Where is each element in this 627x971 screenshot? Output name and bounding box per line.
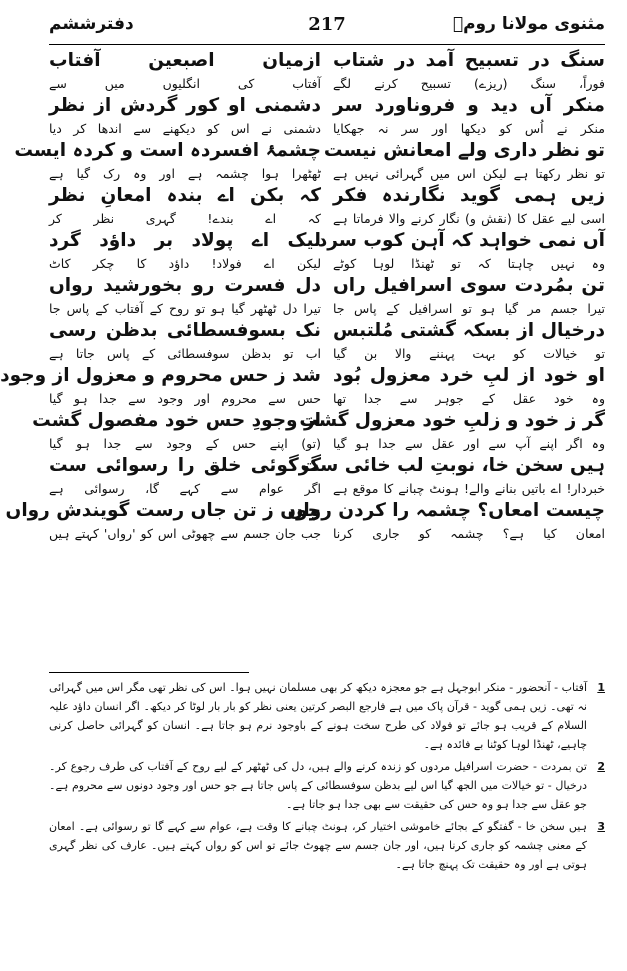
volume-title: دفترششم xyxy=(49,14,134,34)
urdu-translation: اسی لیے عقل کا (نقش و) نگار کرنے والا فرماتا ہے xyxy=(333,211,605,226)
persian-verse: دشمنی او کور گردش از نظر xyxy=(49,95,321,116)
persian-verse: گرگوئی خلق را رسوائی ست xyxy=(49,455,321,476)
page-number: 217 xyxy=(308,14,346,35)
urdu-translation: کہ اے بندے! گہری نظر کر xyxy=(49,211,321,226)
urdu-translation: وہ خود عقل کے جوہر سے جدا تھا xyxy=(333,391,605,406)
footnote xyxy=(49,678,605,754)
persian-verse: درخیال از بسکہ گشتی مُلتبس xyxy=(333,320,605,341)
urdu-translation: تیرا دل ٹھٹھر گیا ہو تو روح کے آفتاب کے پاس جا xyxy=(49,301,321,316)
persian-verse: او خود از لبِ خرد معزول بُود xyxy=(333,365,605,386)
couplet xyxy=(49,48,605,93)
couplet xyxy=(49,183,605,228)
persian-verse: ہیں سخن خا، نوبتِ لب خائی ست xyxy=(300,455,605,476)
left-hemistich xyxy=(49,48,321,93)
urdu-translation: حس سے محروم اور وجود سے جدا ہو گیا xyxy=(49,391,321,406)
persian-verse: چشمۂ افسردہ است و کردہ ایست xyxy=(14,140,321,161)
left-hemistich xyxy=(49,93,321,138)
book-title: مثنوی مولانا رومؒ xyxy=(452,14,605,34)
persian-verse: شد ز حس محروم و معزول از وجود xyxy=(0,365,321,386)
persian-verse: چوں ز تن جاں رست گویندش رواں xyxy=(5,500,321,521)
footnote-number: 1 xyxy=(597,681,605,694)
footnote-rule xyxy=(49,672,249,673)
urdu-translation: تیرا جسم مر گیا ہو تو اسرافیل کے پاس جا xyxy=(333,301,605,316)
couplet xyxy=(0,363,605,408)
footnote xyxy=(49,757,605,814)
footnotes xyxy=(49,678,605,877)
persian-verse: زیں ہمی گوید نگارندہ فکر xyxy=(333,185,605,206)
couplet xyxy=(49,453,605,498)
right-hemistich xyxy=(317,228,605,273)
left-hemistich xyxy=(49,273,321,318)
urdu-translation: منکر نے اُس کو دیکھا اور سر نہ جھکایا xyxy=(333,121,605,136)
persian-verse: چیست امعاں؟ چشمہ را کردن رواں xyxy=(287,500,605,521)
persian-verse: کہ بکن اے بندہ امعانِ نظر xyxy=(49,185,321,206)
left-hemistich xyxy=(49,453,321,498)
urdu-translation: وہ اگر اپنے آپ سے اور عقل سے جدا ہو گیا xyxy=(333,436,605,451)
right-hemistich xyxy=(300,453,605,498)
left-hemistich xyxy=(0,363,321,408)
footnote-text: آفتاب - آنحضور - منکر ابوجہل ہے جو معجزہ دیکھ کر بھی مسلمان نہیں ہوا۔ اس کی نظر تھی مگر اس میں گہرائی نہ تھی۔ زیں ہمی گوید - قرآن پاک میں ہے فارجع البصر کرتین یعنی نظر کو بار بار لوٹا کر دیکھ۔ اگر انسان داؤد علیہ السلام کے قریب ہو جائے تو فولاد کی طرح سخت ہونے کے باوجود نرم ہو جاتا ہے۔ انسان کو گہرائی حاصل کرنی چاہیے، ٹھنڈا لوہا کوٹنا بے فائدہ ہے۔ xyxy=(49,681,587,751)
right-hemistich xyxy=(333,318,605,363)
urdu-translation: خبردار! اے باتیں بنانے والے! ہونٹ چبانے کا موقع ہے xyxy=(333,481,605,496)
urdu-translation: فوراً، سنگ (ریزے) تسبیح کرنے لگے xyxy=(333,76,605,91)
urdu-translation: لیکن اے فولاد! داؤد کا چکر کاٹ xyxy=(49,256,321,271)
left-hemistich xyxy=(14,138,321,183)
persian-verse: تو نظر داری ولے امعانش نیست xyxy=(323,140,605,161)
left-hemistich xyxy=(32,408,321,453)
couplet xyxy=(49,318,605,363)
right-hemistich xyxy=(333,183,605,228)
persian-verse: سنگ در تسبیح آمد در شتاب xyxy=(333,50,605,71)
right-hemistich xyxy=(333,363,605,408)
persian-verse: گر ز خود و زلبِ خود معزول گشت xyxy=(299,410,605,431)
header-rule xyxy=(49,44,605,45)
right-hemistich xyxy=(333,273,605,318)
urdu-translation: آفتاب کی انگلیوں میں سے xyxy=(49,76,321,91)
persian-verse: منکر آں دید و فروناورد سر xyxy=(333,95,605,116)
right-hemistich xyxy=(333,93,605,138)
urdu-translation: دشمنی نے اس کو دیکھنے سے اندھا کر دیا xyxy=(49,121,321,136)
urdu-translation: جب جان جسم سے چھوٹی اس کو 'رواں' کہتے ہیں xyxy=(49,526,321,541)
persian-verse: آں نمی خواہد کہ آہن کوب سرد xyxy=(317,230,605,251)
couplet xyxy=(49,273,605,318)
left-hemistich xyxy=(49,228,321,273)
couplet xyxy=(32,408,605,453)
footnote-text: ہیں سخن خا - گفتگو کے بجائے خاموشی اختیار کر، ہونٹ چبانے کا وقت ہے، عوام سے کہے گا تو رسوائی ہے۔ امعان کے معنی چشمہ کو جاری کرنا ہیں، اور جان جسم سے چھوٹ جائے تو اس کو رواں کہتے ہیں۔ عارف کی نظر گہری ہوتی ہے اور وہ حقیقت تک پہنچ جاتا ہے۔ xyxy=(49,820,587,871)
footnote-number: 3 xyxy=(597,820,605,833)
footnote-text: تن بمردت - حضرت اسرافیل مردوں کو زندہ کرنے والے ہیں، دل کی ٹھٹھر کے لیے روح کے آفتاب کی طرف رجوع کر۔ درخیال - تو خیالات میں الجھ گیا اس لیے بدظن سوفسطائی کے پاس جاتا ہے جو حس اور وجود دونوں سے محروم ہے۔ جو عقل سے جدا ہو وہ حس کی حقیقت سے بھی جدا ہو جاتا ہے۔ xyxy=(49,760,587,811)
persian-verse: تن بمُردت سوی اسرافیل راں xyxy=(333,275,605,296)
footnote xyxy=(49,817,605,874)
couplet xyxy=(14,138,605,183)
urdu-translation: وہ نہیں چاہتا کہ تو ٹھنڈا لوہا کوٹے xyxy=(333,256,605,271)
footnote-number: 2 xyxy=(597,760,605,773)
urdu-translation: اگر عوام سے کہے گا، رسوائی ہے xyxy=(49,481,321,496)
urdu-translation: اب تو بدظن سوفسطائی کے پاس جاتا ہے xyxy=(49,346,321,361)
right-hemistich xyxy=(333,48,605,93)
right-hemistich xyxy=(299,408,605,453)
persian-verse: لیک اے پولاد بر داؤد گرد xyxy=(49,230,321,251)
urdu-translation: تو خیالات کو بہت پہننے والا بن گیا xyxy=(333,346,605,361)
left-hemistich xyxy=(5,498,321,543)
urdu-translation: (تو) اپنے حس کے وجود سے جدا ہو گیا xyxy=(49,436,321,451)
persian-verse: ازمیان اصبعین آفتاب xyxy=(49,50,321,71)
urdu-translation: تو نظر رکھتا ہے لیکن اس میں گہرائی نہیں ہے xyxy=(333,166,605,181)
verse-section xyxy=(0,48,605,543)
right-hemistich xyxy=(323,138,605,183)
couplet xyxy=(5,498,605,543)
page-header xyxy=(49,14,605,40)
left-hemistich xyxy=(49,183,321,228)
persian-verse: دل فسرت رو بخورشید رواں xyxy=(49,275,321,296)
urdu-translation: امعان کیا ہے؟ چشمہ کو جاری کرنا xyxy=(333,526,605,541)
left-hemistich xyxy=(49,318,321,363)
couplet xyxy=(49,93,605,138)
right-hemistich xyxy=(287,498,605,543)
couplet xyxy=(49,228,605,273)
persian-verse: از وجودِ حس خود مفصول گشت xyxy=(32,410,321,431)
persian-verse: نک بسوفسطائی بدظن رسی xyxy=(49,320,321,341)
urdu-translation: ٹھٹھرا ہوا چشمہ ہے اور وہ رک گیا ہے xyxy=(49,166,321,181)
